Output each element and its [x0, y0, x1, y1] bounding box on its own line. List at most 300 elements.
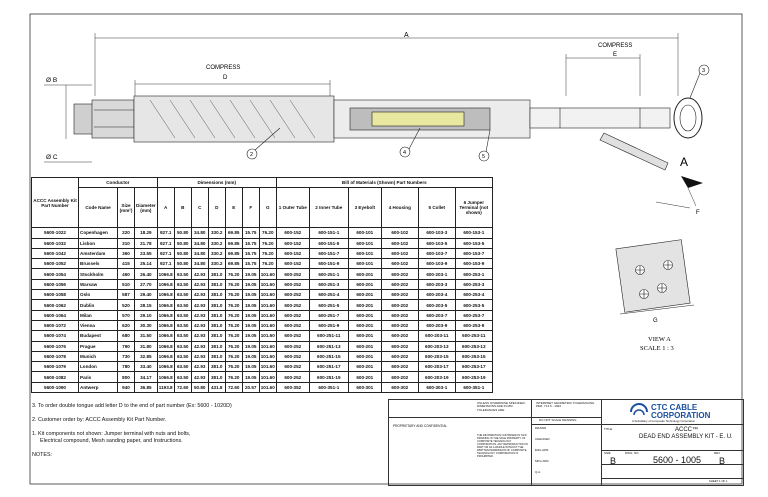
header-conductor: Conductor	[79, 178, 158, 188]
table-cell: 600-201	[348, 362, 381, 372]
table-cell: 76.20	[225, 279, 242, 289]
table-cell: Amsterdam	[79, 248, 118, 258]
table-cell: 520	[118, 300, 135, 310]
table-cell: 27.70	[135, 279, 158, 289]
table-cell: 50.80	[174, 248, 191, 258]
table-cell: 587	[118, 290, 135, 300]
table-cell: 1066.8	[157, 320, 174, 330]
table-cell: Dublin	[79, 300, 118, 310]
header-dim-d: D	[208, 188, 225, 228]
table-cell: 25.14	[135, 259, 158, 269]
table-cell: 600-201	[348, 331, 381, 341]
table-cell: 42.93	[191, 310, 208, 320]
table-cell: 42.93	[191, 351, 208, 361]
table-cell: 600-102	[381, 228, 418, 238]
table-cell: 381.0	[208, 341, 225, 351]
table-cell: 5600-1058	[32, 290, 79, 300]
header-dim-g: G	[259, 188, 276, 228]
table-cell: 730	[118, 351, 135, 361]
table-cell: 63.50	[174, 310, 191, 320]
table-cell: 600-251-19	[309, 372, 348, 382]
do-not-scale: DO NOT SCALE DRAWING	[539, 418, 577, 422]
table-cell: 76.20	[225, 310, 242, 320]
dead-end-assembly	[74, 96, 702, 170]
table-cell: 600-202	[381, 351, 418, 361]
table-cell: Prague	[79, 341, 118, 351]
table-cell: 20.57	[242, 382, 259, 392]
table-cell: 381.0	[208, 269, 225, 279]
table-cell: 600-351-1	[455, 382, 492, 392]
rev-value: B	[719, 456, 726, 466]
table-cell: 600-252	[276, 341, 309, 351]
dim-f-label: F	[696, 210, 700, 216]
note-1b: Electrical compound, Mesh sanding paper, and Instructions.	[40, 438, 183, 444]
table-cell: 600-203-11	[418, 331, 455, 341]
table-cell: 600-102	[381, 248, 418, 258]
table-cell: 381.0	[208, 351, 225, 361]
table-cell: 570	[118, 310, 135, 320]
table-cell: 42.93	[191, 300, 208, 310]
sheet-number: SHEET 1 OF 1	[709, 479, 728, 483]
table-cell: 50.80	[174, 259, 191, 269]
table-cell: 600-252	[276, 290, 309, 300]
table-cell: 790	[118, 341, 135, 351]
logo-sub: A Subsidiary of Composite Technology Corporation	[632, 419, 696, 423]
table-cell: 600-202	[381, 320, 418, 330]
compress-e-line2: E	[613, 52, 618, 58]
table-cell: Stockholm	[79, 269, 118, 279]
table-cell: 600-151-7	[309, 248, 348, 258]
table-cell: 600-352	[276, 382, 309, 392]
table-cell: 76.20	[225, 331, 242, 341]
table-cell: 600-253-4	[455, 290, 492, 300]
table-cell: 600-201	[348, 320, 381, 330]
table-cell: 600-151-1	[309, 228, 348, 238]
note-1a: 1. Kit components not shown: Jumper terminal with nuts and bolts,	[32, 431, 191, 437]
table-cell: 15.75	[242, 238, 259, 248]
table-row	[32, 290, 493, 300]
table-cell: 34.80	[191, 259, 208, 269]
header-size: Size (mm²)	[118, 188, 135, 228]
table-cell: 780	[118, 362, 135, 372]
table-cell: 69.85	[225, 248, 242, 258]
table-cell: 600-201	[348, 290, 381, 300]
balloon-4: 4	[403, 150, 407, 156]
table-cell: 5600-1090	[32, 382, 79, 392]
table-cell: 600-202	[381, 362, 418, 372]
table-cell: 26.40	[135, 269, 158, 279]
table-cell: 431.8	[208, 382, 225, 392]
table-cell: 600-203-3	[418, 279, 455, 289]
table-row	[32, 228, 493, 238]
role-checked: CHECKED	[535, 437, 550, 441]
view-a-scale: SCALE 1 : 3	[640, 345, 674, 352]
table-row	[32, 331, 493, 341]
balloon-5: 5	[482, 154, 486, 160]
drawing-number: 5600 - 1005	[653, 455, 702, 465]
dimension-a	[95, 33, 678, 96]
table-cell: 600-101	[348, 259, 381, 269]
table-cell: 19.05	[242, 300, 259, 310]
table-cell: 600-101	[348, 238, 381, 248]
table-cell: Antwerp	[79, 382, 118, 392]
table-cell: 1066.8	[157, 362, 174, 372]
table-cell: 600-252	[276, 300, 309, 310]
table-cell: 600-253-15	[455, 351, 492, 361]
table-cell: 31.80	[135, 341, 158, 351]
table-cell: 600-252	[276, 331, 309, 341]
balloon-2: 2	[250, 152, 254, 158]
table-cell: 600-201	[348, 372, 381, 382]
table-cell: 5600-1052	[32, 259, 79, 269]
table-cell: 620	[118, 320, 135, 330]
table-cell: 19.05	[242, 279, 259, 289]
header-assembly: ACCC Assembly Kit Part Number	[32, 178, 79, 228]
table-cell: Paris	[79, 372, 118, 382]
table-cell: 600-201	[348, 310, 381, 320]
table-cell: 15.75	[242, 248, 259, 258]
table-cell: 600-301	[348, 382, 381, 392]
table-row	[32, 259, 493, 269]
table-cell: Budapest	[79, 331, 118, 341]
table-cell: 600-203-5	[418, 300, 455, 310]
table-cell: 101.60	[259, 331, 276, 341]
table-cell: 381.0	[208, 372, 225, 382]
table-row	[32, 362, 493, 372]
table-cell: 76.20	[225, 320, 242, 330]
table-cell: 101.60	[259, 362, 276, 372]
table-cell: 63.50	[174, 362, 191, 372]
table-row	[32, 238, 493, 248]
table-cell: 1066.8	[157, 269, 174, 279]
table-cell: 1193.8	[157, 382, 174, 392]
table-cell: 15.75	[242, 259, 259, 269]
table-cell: 927.1	[157, 248, 174, 258]
table-cell: 18.29	[135, 228, 158, 238]
size-value: B	[610, 456, 617, 466]
header-housing: 4 Housing	[381, 188, 418, 228]
table-cell: 600-251-9	[309, 320, 348, 330]
table-cell: 415	[118, 259, 135, 269]
table-cell: 600-251-17	[309, 362, 348, 372]
table-cell: 72.60	[174, 382, 191, 392]
size-label: SIZE	[604, 451, 611, 455]
table-cell: 600-201	[348, 351, 381, 361]
view-a-plate	[616, 240, 694, 314]
table-cell: 600-203-13	[418, 341, 455, 351]
table-cell: 600-152	[276, 248, 309, 258]
table-cell: 76.20	[259, 228, 276, 238]
notes-title: NOTES:	[32, 452, 53, 458]
table-cell: 600-202	[381, 290, 418, 300]
table-cell: 19.05	[242, 372, 259, 382]
table-cell: 23.55	[135, 248, 158, 258]
table-cell: 460	[118, 269, 135, 279]
table-cell: 927.1	[157, 259, 174, 269]
table-cell: 927.1	[157, 228, 174, 238]
table-cell: 600-103-3	[418, 228, 455, 238]
table-cell: 42.93	[191, 320, 208, 330]
table-cell: 1066.8	[157, 300, 174, 310]
dim-c-label: Ø C	[46, 154, 58, 161]
table-cell: 600-202	[381, 310, 418, 320]
table-cell: 600-103-9	[418, 259, 455, 269]
table-cell: 600-251-7	[309, 310, 348, 320]
table-cell: 5600-1082	[32, 372, 79, 382]
table-cell: 42.93	[191, 279, 208, 289]
table-cell: 600-253-1	[455, 269, 492, 279]
table-cell: 15.75	[242, 228, 259, 238]
rev-label: REV	[714, 451, 721, 455]
table-cell: 600-203-19	[418, 372, 455, 382]
table-cell: 600-153-1	[455, 228, 492, 238]
dim-b-label: Ø B	[46, 77, 58, 84]
header-dim-e: E	[225, 188, 242, 228]
header-dim-b: B	[174, 188, 191, 228]
table-cell: 600-152	[276, 228, 309, 238]
table-cell: 600-251-13	[309, 341, 348, 351]
table-cell: 42.93	[191, 331, 208, 341]
table-cell: 76.20	[225, 351, 242, 361]
table-cell: 600-201	[348, 300, 381, 310]
title-line1: ACCC™	[675, 427, 699, 433]
table-cell: 1066.8	[157, 341, 174, 351]
table-cell: Lisbon	[79, 238, 118, 248]
table-cell: 600-203-7	[418, 310, 455, 320]
note-3: 3. To order double tongue add letter D to the end of part number (Ex: 5600 - 1020D)	[32, 403, 232, 409]
table-row	[32, 372, 493, 382]
table-cell: 600-251-4	[309, 290, 348, 300]
table-cell: 19.05	[242, 331, 259, 341]
table-cell: 19.05	[242, 310, 259, 320]
table-cell: 101.60	[259, 351, 276, 361]
table-cell: 600-202	[381, 279, 418, 289]
table-row	[32, 310, 493, 320]
table-cell: 330.2	[208, 248, 225, 258]
table-cell: 42.93	[191, 372, 208, 382]
table-cell: 42.93	[191, 290, 208, 300]
table-cell: 800	[118, 372, 135, 382]
header-diameter: Diameter (mm)	[135, 188, 158, 228]
table-cell: 76.20	[225, 269, 242, 279]
proprietary-label: PROPRIETARY AND CONFIDENTIAL	[393, 424, 448, 428]
table-cell: Oslo	[79, 290, 118, 300]
table-cell: 330.2	[208, 238, 225, 248]
view-a-letter: A	[680, 155, 689, 169]
table-cell: 19.05	[242, 290, 259, 300]
table-cell: 600-152	[276, 259, 309, 269]
table-cell: 600-153-5	[455, 238, 492, 248]
dimension-compress-e	[566, 54, 640, 96]
table-cell: 101.60	[259, 382, 276, 392]
table-cell: 28.15	[135, 300, 158, 310]
balloon-3: 3	[702, 68, 706, 74]
table-cell: 63.50	[174, 269, 191, 279]
table-cell: 5600-1076	[32, 341, 79, 351]
table-cell: 36.85	[135, 382, 158, 392]
table-row	[32, 279, 493, 289]
table-row	[32, 320, 493, 330]
table-body	[32, 228, 493, 393]
table-cell: 5600-1062	[32, 300, 79, 310]
table-cell: 600-253-13	[455, 341, 492, 351]
table-cell: 19.05	[242, 341, 259, 351]
table-cell: 19.05	[242, 351, 259, 361]
table-cell: Copenhagen	[79, 228, 118, 238]
title-line2: DEAD END ASSEMBLY KIT - E. U.	[639, 434, 733, 440]
interpret-note: INTERPRET GEOMETRIC TOLERANCING PER: Y14.5 - 1994	[536, 401, 595, 409]
compress-e-line1: COMPRESS	[598, 43, 633, 49]
legal-notice: THE INFORMATION CONTAINED IN THIS DRAWING IS THE SOLE PROPERTY OF COMPOSITE TECHNOLOGY CORPORATION. ANY REPRODUCTION IN PART OR AS A WHOLE WITHOUT THE WRITTEN PERMISSION OF COMPOSITE TECHNOLOGY CORPORATION IS PROHIBITED.	[477, 434, 528, 458]
table-cell: 600-252	[276, 320, 309, 330]
table-cell: 19.05	[242, 269, 259, 279]
header-outer-tube: 1 Outer Tube	[276, 188, 309, 228]
view-a-title: VIEW A	[648, 336, 671, 343]
table-cell: 381.0	[208, 362, 225, 372]
table-cell: 63.50	[174, 300, 191, 310]
table-cell: Brussels	[79, 259, 118, 269]
table-cell: 69.85	[225, 259, 242, 269]
table-cell: 101.60	[259, 310, 276, 320]
table-cell: 600-203-9	[418, 320, 455, 330]
table-cell: 34.80	[191, 238, 208, 248]
table-cell: 510	[118, 279, 135, 289]
table-cell: 600-153-7	[455, 248, 492, 258]
dim-a-label: A	[404, 32, 409, 39]
table-cell: 101.60	[259, 290, 276, 300]
table-cell: 600-203-4	[418, 290, 455, 300]
table-cell: 381.0	[208, 279, 225, 289]
table-cell: 34.80	[191, 228, 208, 238]
table-cell: 29.40	[135, 290, 158, 300]
table-row	[32, 382, 493, 392]
table-cell: 101.60	[259, 269, 276, 279]
table-cell: 600-202	[381, 372, 418, 382]
table-cell: 1066.8	[157, 279, 174, 289]
table-cell: 600-251-11	[309, 331, 348, 341]
table-cell: 600-253-7	[455, 310, 492, 320]
table-cell: 19.05	[242, 362, 259, 372]
header-inner-tube: 2 Inner Tube	[309, 188, 348, 228]
table-cell: 34.80	[191, 248, 208, 258]
table-cell: 381.0	[208, 300, 225, 310]
table-cell: 600-253-19	[455, 372, 492, 382]
header-code: Code Name	[79, 188, 118, 228]
table-cell: 42.93	[191, 269, 208, 279]
table-cell: 600-203-17	[418, 362, 455, 372]
table-cell: 76.20	[225, 290, 242, 300]
header-dimensions: Dimensions (mm)	[157, 178, 276, 188]
table-cell: Warsaw	[79, 279, 118, 289]
table-cell: 600-253-3	[455, 279, 492, 289]
table-cell: 32.85	[135, 351, 158, 361]
table-cell: 76.20	[259, 259, 276, 269]
table-cell: 63.50	[174, 351, 191, 361]
table-cell: 19.05	[242, 320, 259, 330]
table-cell: 1066.8	[157, 310, 174, 320]
table-cell: 5600-1072	[32, 320, 79, 330]
table-cell: 600-201	[348, 279, 381, 289]
table-cell: 76.20	[225, 372, 242, 382]
logo-line1: CTC CABLE	[651, 403, 698, 412]
table-cell: 5600-1032	[32, 238, 79, 248]
table-cell: 76.20	[225, 341, 242, 351]
table-cell: 1066.8	[157, 372, 174, 382]
table-cell: 360	[118, 248, 135, 258]
table-cell: 600-253-5	[455, 300, 492, 310]
table-cell: 310	[118, 238, 135, 248]
table-cell: 600-251-15	[309, 351, 348, 361]
header-dim-f: F	[242, 188, 259, 228]
assembly-kit-table	[31, 177, 493, 393]
table-cell: 63.50	[174, 290, 191, 300]
table-cell: 600-303-1	[418, 382, 455, 392]
table-cell: 330.2	[208, 228, 225, 238]
table-cell: 600-203-15	[418, 351, 455, 361]
table-cell: 381.0	[208, 310, 225, 320]
header-dim-c: C	[191, 188, 208, 228]
table-cell: 5600-1042	[32, 248, 79, 258]
role-qa: Q.A.	[535, 470, 542, 474]
table-cell: 600-203-1	[418, 269, 455, 279]
table-cell: Milan	[79, 310, 118, 320]
table-cell: 101.60	[259, 341, 276, 351]
table-cell: 1066.8	[157, 331, 174, 341]
header-eyebolt: 3 Eyebolt	[348, 188, 381, 228]
table-cell: 600-103-5	[418, 238, 455, 248]
table-cell: 5600-1079	[32, 362, 79, 372]
table-cell: 50.80	[191, 382, 208, 392]
table-cell: 600-253-17	[455, 362, 492, 372]
table-cell: 381.0	[208, 320, 225, 330]
view-a-arrow	[656, 176, 703, 208]
table-cell: 600-252	[276, 362, 309, 372]
table-cell: 34.17	[135, 372, 158, 382]
table-cell: 600-351-1	[309, 382, 348, 392]
table-cell: 220	[118, 228, 135, 238]
table-cell: 101.60	[259, 279, 276, 289]
logo-line2: CORPORATION	[651, 411, 711, 420]
table-row	[32, 351, 493, 361]
table-cell: 600-102	[381, 238, 418, 248]
table-cell: 50.80	[174, 238, 191, 248]
table-cell: 76.20	[259, 238, 276, 248]
table-cell: 600-153-9	[455, 259, 492, 269]
table-cell: 72.60	[225, 382, 242, 392]
title-block	[388, 399, 744, 486]
table-cell: 42.93	[191, 341, 208, 351]
table-row	[32, 248, 493, 258]
table-row	[32, 269, 493, 279]
dwg-label: DWG. NO.	[625, 451, 640, 455]
table-cell: 600-103-7	[418, 248, 455, 258]
table-cell: 600-151-5	[309, 238, 348, 248]
table-cell: 600-251-5	[309, 300, 348, 310]
compress-d-line2: D	[223, 75, 228, 81]
table-cell: 600-252	[276, 310, 309, 320]
table-cell: 76.20	[225, 362, 242, 372]
table-cell: 600-202	[381, 269, 418, 279]
table-cell: 600-252	[276, 351, 309, 361]
table-cell: 29.10	[135, 310, 158, 320]
table-cell: 5600-1022	[32, 228, 79, 238]
table-cell: 5600-1078	[32, 351, 79, 361]
table-cell: 600-251-3	[309, 279, 348, 289]
table-cell: London	[79, 362, 118, 372]
table-cell: 600-151-9	[309, 259, 348, 269]
table-cell: 381.0	[208, 290, 225, 300]
tolerance-note: UNLESS OTHERWISE SPECIFIED: DIMENSIONS ARE IN MM TOLERANCES ARE:	[477, 401, 526, 412]
